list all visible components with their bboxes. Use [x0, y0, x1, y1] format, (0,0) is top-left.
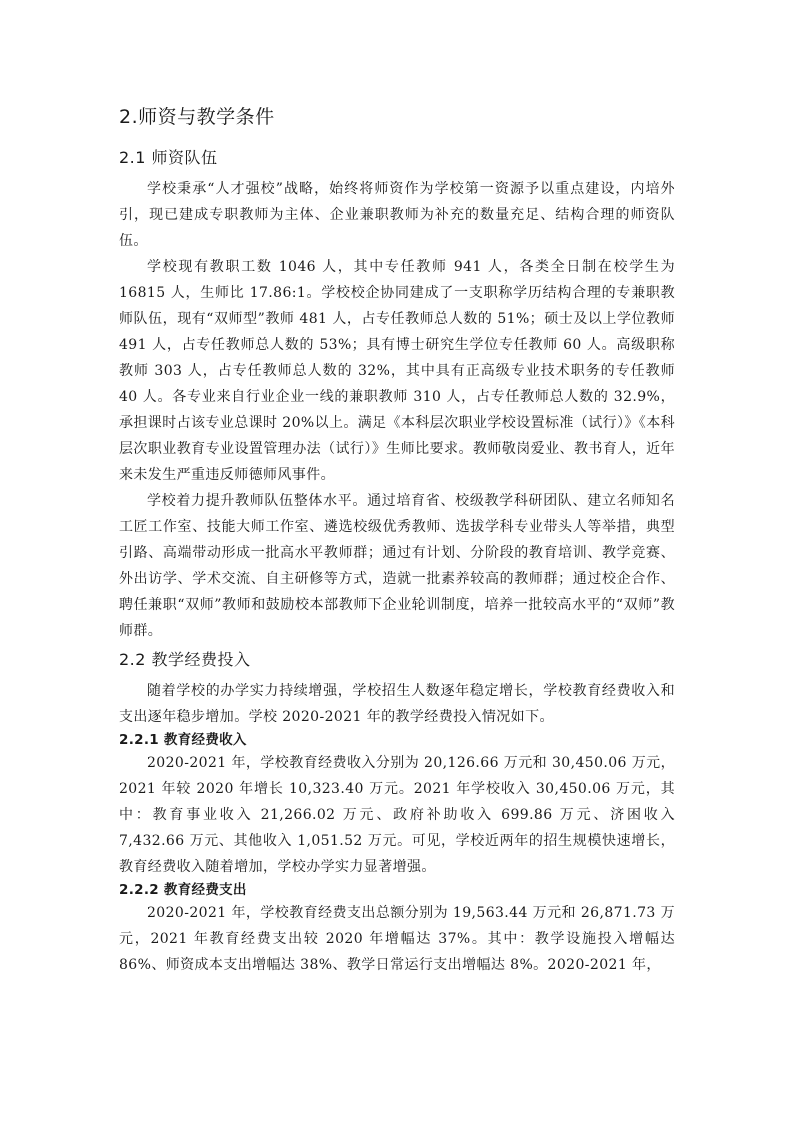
- subsection-title-funding: 2.2 教学经费投入: [119, 650, 251, 669]
- paragraph-faculty-improvement: 学校着力提升教师队伍整体水平。通过培育省、校级教学科研团队、建立名师知名工匠工作室、技能大师工作室、遴选校级优秀教师、选拔学科专业带头人等举措，典型引路、高端带动形成一批高水平教师群；通过有计划、分阶段的教育培训、教学竞赛、外出访学、学术交流、自主研修等方式，造就一批素养较高的教师群；通过校企合作、聘任兼职“双师”教师和鼓励校本部教师下企业轮训制度，培养一批较高水平的“双师”教师群。: [119, 493, 675, 639]
- paragraph-faculty-strategy: 学校秉承“人才强校”战略，始终将师资作为学校第一资源予以重点建设，内培外引，现已建成专职教师为主体、企业兼职教师为补充的数量充足、结构合理的师资队伍。: [119, 181, 675, 249]
- paragraph-income: 2020-2021 年，学校教育经费收入分别为 20,126.66 万元和 30,450.06 万元，2021 年较 2020 年增长 10,323.40 万元。2021 年学校收入 30,450.06 万元，其中：教育事业收入 21,266.02 万元、政府补助收入 699.86 万元、济困收入 7,432.66 万元、其他收入 1,051.52 万元。可见，学校近两年的招生规模快速增长，教育经费收入随着增加，学校办学实力显著增强。: [119, 755, 675, 875]
- paragraph-funding-intro: 随着学校的办学实力持续增强，学校招生人数逐年稳定增长，学校教育经费收入和支出逐年稳步增加。学校 2020-2021 年的教学经费投入情况如下。: [119, 683, 675, 725]
- paragraph-faculty-statistics: 学校现有教职工数 1046 人，其中专任教师 941 人，各类全日制在校学生为 16815 人，生师比 17.86:1。学校校企协同建成了一支职称学历结构合理的专兼职教师队伍，现有“双师型”教师 481 人，占专任教师总人数的 51%；硕士及以上学位教师 491 人，占专任教师总人数的 53%；具有博士研究生学位专任教师 60 人。高级职称教师 303 人，占专任教师总人数的 32%，其中具有正高级专业技术职务的专任教师 40 人。各专业来自行业企业一线的兼职教师 310 人，占专任教师总人数的 32.9%，承担课时占该专业总课时 20%以上。满足《本科层次职业学校设置标准（试行）》《本科层次职业教育专业设置管理办法（试行）》生师比要求。教师敬岗爱业、教书育人，近年来未发生严重违反师德师风事件。: [119, 259, 675, 483]
- section-title: 2.师资与教学条件: [119, 106, 275, 128]
- subsubsection-title-income: 2.2.1 教育经费收入: [119, 732, 247, 748]
- paragraph-expense: 2020-2021 年，学校教育经费支出总额分别为 19,563.44 万元和 26,871.73 万元，2021 年教育经费支出较 2020 年增幅达 37%。其中：教学设施投入增幅达 86%、师资成本支出增幅达 38%、教学日常运行支出增幅达 8%。2020-2021 年，: [119, 905, 675, 973]
- page-content: [119, 104, 675, 978]
- subsubsection-title-expense: 2.2.2 教育经费支出: [119, 882, 247, 898]
- subsection-title-faculty: 2.1 师资队伍: [119, 148, 218, 167]
